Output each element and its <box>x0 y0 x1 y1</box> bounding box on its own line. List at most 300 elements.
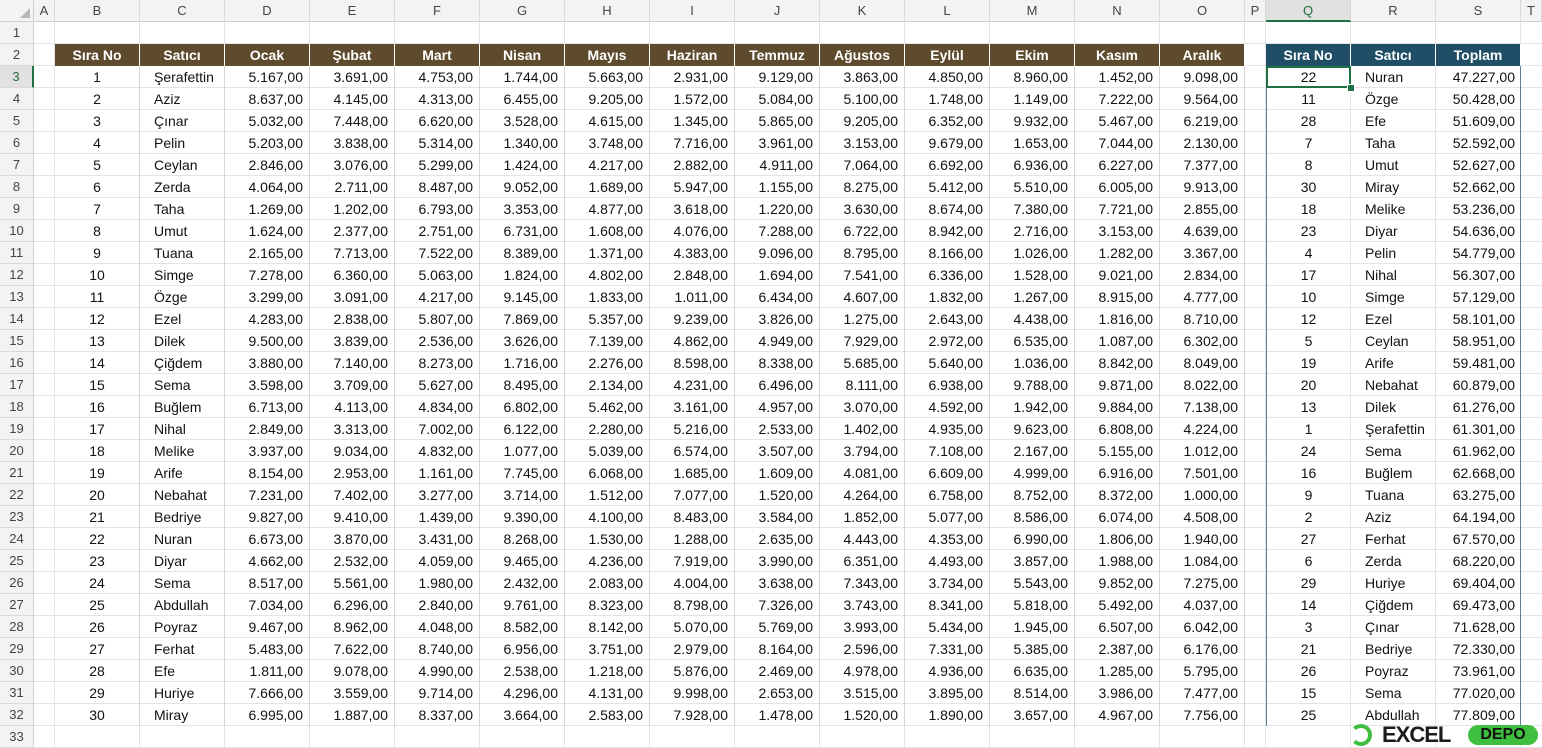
cell-amount[interactable]: 9.205,00 <box>820 110 905 132</box>
cell-amount[interactable]: 1.288,00 <box>650 528 735 550</box>
cell-amount[interactable]: 5.807,00 <box>395 308 480 330</box>
cell-amount[interactable]: 1.887,00 <box>310 704 395 726</box>
cell-amount[interactable]: 6.302,00 <box>1160 330 1245 352</box>
cell-amount[interactable]: 1.832,00 <box>905 286 990 308</box>
cell-amount[interactable]: 1.824,00 <box>480 264 565 286</box>
cell-satici[interactable]: Buğlem <box>140 396 225 418</box>
row-header-27[interactable]: 27 <box>0 594 34 616</box>
cell-amount[interactable]: 7.139,00 <box>565 330 650 352</box>
cell-amount[interactable]: 9.021,00 <box>1075 264 1160 286</box>
cell-amount[interactable]: 1.424,00 <box>480 154 565 176</box>
cell-amount[interactable]: 3.559,00 <box>310 682 395 704</box>
cell-amount[interactable]: 7.288,00 <box>735 220 820 242</box>
result-cell-toplam[interactable]: 61.301,00 <box>1452 421 1515 437</box>
cell-amount[interactable]: 3.993,00 <box>820 616 905 638</box>
cell-amount[interactable]: 8.582,00 <box>480 616 565 638</box>
cell-amount[interactable]: 3.277,00 <box>395 484 480 506</box>
cell-amount[interactable]: 1.269,00 <box>225 198 310 220</box>
cell-amount[interactable]: 8.915,00 <box>1075 286 1160 308</box>
cell-amount[interactable]: 6.455,00 <box>480 88 565 110</box>
cell-amount[interactable]: 7.331,00 <box>905 638 990 660</box>
row-header-9[interactable]: 9 <box>0 198 34 220</box>
cell-amount[interactable]: 6.722,00 <box>820 220 905 242</box>
result-cell-satici[interactable]: Umut <box>1365 157 1399 173</box>
row-header-26[interactable]: 26 <box>0 572 34 594</box>
cell-amount[interactable]: 5.434,00 <box>905 616 990 638</box>
result-cell-satici[interactable]: Taha <box>1365 135 1396 151</box>
cell-amount[interactable]: 1.218,00 <box>565 660 650 682</box>
cell-amount[interactable]: 2.953,00 <box>310 462 395 484</box>
cell-amount[interactable]: 3.528,00 <box>480 110 565 132</box>
cell-satici[interactable]: Zerda <box>140 176 225 198</box>
result-cell-sira-no[interactable]: 8 <box>1304 157 1313 173</box>
cell-satici[interactable]: Diyar <box>140 550 225 572</box>
cell-amount[interactable]: 9.205,00 <box>565 88 650 110</box>
cell-satici[interactable]: Ferhat <box>140 638 225 660</box>
column-header-g[interactable]: G <box>480 0 565 22</box>
cell-amount[interactable]: 9.788,00 <box>990 374 1075 396</box>
cell-amount[interactable]: 3.734,00 <box>905 572 990 594</box>
cell-amount[interactable]: 2.751,00 <box>395 220 480 242</box>
column-header-f[interactable]: F <box>395 0 480 22</box>
cell-amount[interactable]: 3.626,00 <box>480 330 565 352</box>
cell-amount[interactable]: 6.574,00 <box>650 440 735 462</box>
cell-amount[interactable]: 3.515,00 <box>820 682 905 704</box>
cell-amount[interactable]: 4.383,00 <box>650 242 735 264</box>
cell-amount[interactable]: 1.530,00 <box>565 528 650 550</box>
result-cell-toplam[interactable]: 71.628,00 <box>1452 619 1515 635</box>
result-cell-toplam[interactable]: 67.570,00 <box>1452 531 1515 547</box>
cell-amount[interactable]: 6.802,00 <box>480 396 565 418</box>
cell-amount[interactable]: 9.390,00 <box>480 506 565 528</box>
header-mart[interactable]: Mart <box>395 44 480 66</box>
result-cell-satici[interactable]: Özge <box>1365 91 1399 107</box>
cell-amount[interactable]: 3.838,00 <box>310 132 395 154</box>
cell-satici[interactable]: Nuran <box>140 528 225 550</box>
cell-amount[interactable]: 6.351,00 <box>820 550 905 572</box>
header-temmuz[interactable]: Temmuz <box>735 44 820 66</box>
cell-amount[interactable]: 7.716,00 <box>650 132 735 154</box>
row-header-2[interactable]: 2 <box>0 44 34 66</box>
cell-sira-no[interactable]: 19 <box>55 462 140 484</box>
cell-amount[interactable]: 8.268,00 <box>480 528 565 550</box>
cell-amount[interactable]: 1.267,00 <box>990 286 1075 308</box>
cell-satici[interactable]: Simge <box>140 264 225 286</box>
cell-amount[interactable]: 9.913,00 <box>1160 176 1245 198</box>
result-cell-satici[interactable]: Arife <box>1365 355 1394 371</box>
cell-amount[interactable]: 1.689,00 <box>565 176 650 198</box>
result-cell-toplam[interactable]: 77.020,00 <box>1452 685 1515 701</box>
row-header-23[interactable]: 23 <box>0 506 34 528</box>
cell-satici[interactable]: Melike <box>140 440 225 462</box>
cell-amount[interactable]: 6.535,00 <box>990 330 1075 352</box>
cell-amount[interactable]: 7.034,00 <box>225 594 310 616</box>
result-cell-sira-no[interactable]: 23 <box>1300 223 1317 239</box>
result-cell-toplam[interactable]: 52.592,00 <box>1452 135 1515 151</box>
cell-amount[interactable]: 2.716,00 <box>990 220 1075 242</box>
cell-amount[interactable]: 1.685,00 <box>650 462 735 484</box>
cell-amount[interactable]: 8.337,00 <box>395 704 480 726</box>
cell-amount[interactable]: 8.942,00 <box>905 220 990 242</box>
row-header-20[interactable]: 20 <box>0 440 34 462</box>
result-cell-satici[interactable]: Ezel <box>1365 311 1393 327</box>
result-cell-sira-no[interactable]: 5 <box>1304 333 1313 349</box>
cell-amount[interactable]: 3.937,00 <box>225 440 310 462</box>
cell-amount[interactable]: 6.434,00 <box>735 286 820 308</box>
cell-amount[interactable]: 3.657,00 <box>990 704 1075 726</box>
cell-amount[interactable]: 9.884,00 <box>1075 396 1160 418</box>
cell-amount[interactable]: 3.299,00 <box>225 286 310 308</box>
cell-satici[interactable]: Umut <box>140 220 225 242</box>
cell-amount[interactable]: 7.721,00 <box>1075 198 1160 220</box>
cell-amount[interactable]: 1.608,00 <box>565 220 650 242</box>
cell-amount[interactable]: 1.528,00 <box>990 264 1075 286</box>
result-cell-toplam[interactable]: 54.779,00 <box>1452 245 1515 261</box>
cell-amount[interactable]: 4.607,00 <box>820 286 905 308</box>
cell-amount[interactable]: 6.005,00 <box>1075 176 1160 198</box>
cell-amount[interactable]: 5.640,00 <box>905 352 990 374</box>
result-cell-toplam[interactable]: 61.276,00 <box>1452 399 1515 415</box>
cell-amount[interactable]: 4.224,00 <box>1160 418 1245 440</box>
result-cell-satici[interactable]: Ferhat <box>1365 531 1406 547</box>
cell-amount[interactable]: 7.919,00 <box>650 550 735 572</box>
cell-amount[interactable]: 5.357,00 <box>565 308 650 330</box>
cell-amount[interactable]: 7.275,00 <box>1160 572 1245 594</box>
cell-amount[interactable]: 6.995,00 <box>225 704 310 726</box>
result-cell-toplam[interactable]: 69.404,00 <box>1452 575 1515 591</box>
result-cell-toplam[interactable]: 69.473,00 <box>1452 597 1515 613</box>
cell-amount[interactable]: 3.638,00 <box>735 572 820 594</box>
cell-amount[interactable]: 1.220,00 <box>735 198 820 220</box>
result-cell-satici[interactable]: Simge <box>1365 289 1405 305</box>
cell-amount[interactable]: 4.296,00 <box>480 682 565 704</box>
row-header-12[interactable]: 12 <box>0 264 34 286</box>
cell-amount[interactable]: 3.161,00 <box>650 396 735 418</box>
result-cell-satici[interactable]: Miray <box>1365 179 1400 195</box>
result-cell-sira-no[interactable]: 25 <box>1300 707 1317 723</box>
cell-sira-no[interactable]: 7 <box>55 198 140 220</box>
cell-amount[interactable]: 1.026,00 <box>990 242 1075 264</box>
cell-amount[interactable]: 6.507,00 <box>1075 616 1160 638</box>
result-cell-satici[interactable]: Tuana <box>1365 487 1405 503</box>
cell-amount[interactable]: 6.808,00 <box>1075 418 1160 440</box>
cell-satici[interactable]: Sema <box>140 572 225 594</box>
cell-amount[interactable]: 9.052,00 <box>480 176 565 198</box>
result-cell-sira-no[interactable]: 22 <box>1266 66 1351 88</box>
cell-amount[interactable]: 7.077,00 <box>650 484 735 506</box>
cell-satici[interactable]: Nebahat <box>140 484 225 506</box>
cell-amount[interactable]: 2.276,00 <box>565 352 650 374</box>
result-cell-satici[interactable]: Şerafettin <box>1365 421 1425 437</box>
cell-amount[interactable]: 8.275,00 <box>820 176 905 198</box>
cell-amount[interactable]: 2.972,00 <box>905 330 990 352</box>
cell-amount[interactable]: 6.936,00 <box>990 154 1075 176</box>
cell-amount[interactable]: 1.811,00 <box>225 660 310 682</box>
cell-sira-no[interactable]: 21 <box>55 506 140 528</box>
cell-amount[interactable]: 8.962,00 <box>310 616 395 638</box>
row-header-30[interactable]: 30 <box>0 660 34 682</box>
cell-amount[interactable]: 3.070,00 <box>820 396 905 418</box>
cell-amount[interactable]: 7.402,00 <box>310 484 395 506</box>
cell-satici[interactable]: Çiğdem <box>140 352 225 374</box>
cell-amount[interactable]: 3.630,00 <box>820 198 905 220</box>
cell-amount[interactable]: 4.217,00 <box>395 286 480 308</box>
cell-amount[interactable]: 4.217,00 <box>565 154 650 176</box>
cell-amount[interactable]: 1.520,00 <box>735 484 820 506</box>
cell-amount[interactable]: 5.865,00 <box>735 110 820 132</box>
result-cell-satici[interactable]: Nebahat <box>1365 377 1418 393</box>
cell-satici[interactable]: Ceylan <box>140 154 225 176</box>
cell-amount[interactable]: 1.345,00 <box>650 110 735 132</box>
result-cell-satici[interactable]: Aziz <box>1365 509 1392 525</box>
fill-handle[interactable] <box>1347 84 1355 92</box>
cell-amount[interactable]: 4.145,00 <box>310 88 395 110</box>
cell-amount[interactable]: 8.842,00 <box>1075 352 1160 374</box>
result-cell-sira-no[interactable]: 26 <box>1300 663 1317 679</box>
cell-amount[interactable]: 2.882,00 <box>650 154 735 176</box>
cell-amount[interactable]: 6.692,00 <box>905 154 990 176</box>
cell-amount[interactable]: 4.834,00 <box>395 396 480 418</box>
cell-sira-no[interactable]: 4 <box>55 132 140 154</box>
cell-amount[interactable]: 3.153,00 <box>820 132 905 154</box>
cell-amount[interactable]: 8.514,00 <box>990 682 1075 704</box>
row-header-6[interactable]: 6 <box>0 132 34 154</box>
header-result-toplam[interactable]: Toplam <box>1436 44 1521 66</box>
cell-amount[interactable]: 6.731,00 <box>480 220 565 242</box>
cell-amount[interactable]: 4.753,00 <box>395 66 480 88</box>
cell-amount[interactable]: 1.036,00 <box>990 352 1075 374</box>
cell-amount[interactable]: 1.161,00 <box>395 462 480 484</box>
row-header-4[interactable]: 4 <box>0 88 34 110</box>
cell-amount[interactable]: 3.870,00 <box>310 528 395 550</box>
cell-amount[interactable]: 3.743,00 <box>820 594 905 616</box>
header-eylul[interactable]: Eylül <box>905 44 990 66</box>
cell-amount[interactable]: 1.980,00 <box>395 572 480 594</box>
cell-amount[interactable]: 9.623,00 <box>990 418 1075 440</box>
cell-amount[interactable]: 3.863,00 <box>820 66 905 88</box>
cell-amount[interactable]: 1.275,00 <box>820 308 905 330</box>
result-cell-satici[interactable]: Zerda <box>1365 553 1402 569</box>
row-header-22[interactable]: 22 <box>0 484 34 506</box>
result-cell-toplam[interactable]: 62.668,00 <box>1452 465 1515 481</box>
cell-amount[interactable]: 2.583,00 <box>565 704 650 726</box>
column-header-d[interactable]: D <box>225 0 310 22</box>
cell-amount[interactable]: 2.635,00 <box>735 528 820 550</box>
row-header-14[interactable]: 14 <box>0 308 34 330</box>
result-cell-satici[interactable]: Melike <box>1365 201 1406 217</box>
cell-amount[interactable]: 5.412,00 <box>905 176 990 198</box>
row-header-29[interactable]: 29 <box>0 638 34 660</box>
cell-amount[interactable]: 4.064,00 <box>225 176 310 198</box>
cell-amount[interactable]: 5.070,00 <box>650 616 735 638</box>
cell-amount[interactable]: 9.145,00 <box>480 286 565 308</box>
cell-amount[interactable]: 4.059,00 <box>395 550 480 572</box>
result-cell-satici[interactable]: Poyraz <box>1365 663 1409 679</box>
result-cell-sira-no[interactable]: 15 <box>1300 685 1317 701</box>
cell-amount[interactable]: 4.978,00 <box>820 660 905 682</box>
cell-amount[interactable]: 4.990,00 <box>395 660 480 682</box>
cell-amount[interactable]: 4.949,00 <box>735 330 820 352</box>
cell-amount[interactable]: 5.039,00 <box>565 440 650 462</box>
cell-amount[interactable]: 1.890,00 <box>905 704 990 726</box>
cell-amount[interactable]: 8.598,00 <box>650 352 735 374</box>
cell-amount[interactable]: 6.336,00 <box>905 264 990 286</box>
cell-amount[interactable]: 7.064,00 <box>820 154 905 176</box>
header-kasim[interactable]: Kasım <box>1075 44 1160 66</box>
row-header-33[interactable]: 33 <box>0 726 34 748</box>
cell-amount[interactable]: 4.802,00 <box>565 264 650 286</box>
cell-amount[interactable]: 4.236,00 <box>565 550 650 572</box>
cell-amount[interactable]: 4.615,00 <box>565 110 650 132</box>
cell-amount[interactable]: 1.512,00 <box>565 484 650 506</box>
cell-amount[interactable]: 8.674,00 <box>905 198 990 220</box>
cell-amount[interactable]: 6.990,00 <box>990 528 1075 550</box>
row-header-17[interactable]: 17 <box>0 374 34 396</box>
cell-amount[interactable]: 1.694,00 <box>735 264 820 286</box>
cell-sira-no[interactable]: 17 <box>55 418 140 440</box>
result-cell-sira-no[interactable]: 4 <box>1304 245 1313 261</box>
cell-amount[interactable]: 1.087,00 <box>1075 330 1160 352</box>
row-header-25[interactable]: 25 <box>0 550 34 572</box>
cell-amount[interactable]: 9.078,00 <box>310 660 395 682</box>
cell-amount[interactable]: 5.314,00 <box>395 132 480 154</box>
cell-amount[interactable]: 4.264,00 <box>820 484 905 506</box>
cell-amount[interactable]: 2.536,00 <box>395 330 480 352</box>
result-cell-toplam[interactable]: 56.307,00 <box>1452 267 1515 283</box>
cell-amount[interactable]: 8.154,00 <box>225 462 310 484</box>
cell-amount[interactable]: 2.130,00 <box>1160 132 1245 154</box>
result-cell-satici[interactable]: Dilek <box>1365 399 1397 415</box>
cell-amount[interactable]: 7.713,00 <box>310 242 395 264</box>
cell-amount[interactable]: 2.532,00 <box>310 550 395 572</box>
cell-amount[interactable]: 5.876,00 <box>650 660 735 682</box>
row-header-7[interactable]: 7 <box>0 154 34 176</box>
cell-amount[interactable]: 1.806,00 <box>1075 528 1160 550</box>
cell-amount[interactable]: 8.960,00 <box>990 66 1075 88</box>
result-cell-sira-no[interactable]: 16 <box>1300 465 1317 481</box>
cell-amount[interactable]: 8.483,00 <box>650 506 735 528</box>
cell-amount[interactable]: 8.637,00 <box>225 88 310 110</box>
cell-sira-no[interactable]: 25 <box>55 594 140 616</box>
cell-amount[interactable]: 5.627,00 <box>395 374 480 396</box>
cell-amount[interactable]: 8.798,00 <box>650 594 735 616</box>
cell-amount[interactable]: 5.685,00 <box>820 352 905 374</box>
cell-amount[interactable]: 8.389,00 <box>480 242 565 264</box>
row-header-8[interactable]: 8 <box>0 176 34 198</box>
row-header-28[interactable]: 28 <box>0 616 34 638</box>
result-cell-satici[interactable]: Abdullah <box>1365 707 1420 723</box>
cell-amount[interactable]: 6.352,00 <box>905 110 990 132</box>
row-header-19[interactable]: 19 <box>0 418 34 440</box>
column-header-r[interactable]: R <box>1351 0 1436 22</box>
cell-amount[interactable]: 3.353,00 <box>480 198 565 220</box>
cell-amount[interactable]: 5.510,00 <box>990 176 1075 198</box>
cell-amount[interactable]: 4.076,00 <box>650 220 735 242</box>
cell-amount[interactable]: 7.477,00 <box>1160 682 1245 704</box>
cell-amount[interactable]: 1.942,00 <box>990 396 1075 418</box>
cell-amount[interactable]: 5.561,00 <box>310 572 395 594</box>
cell-amount[interactable]: 3.313,00 <box>310 418 395 440</box>
cell-amount[interactable]: 8.273,00 <box>395 352 480 374</box>
cell-amount[interactable]: 1.285,00 <box>1075 660 1160 682</box>
cell-amount[interactable]: 5.299,00 <box>395 154 480 176</box>
cell-satici[interactable]: Ezel <box>140 308 225 330</box>
cell-amount[interactable]: 1.572,00 <box>650 88 735 110</box>
cell-amount[interactable]: 1.748,00 <box>905 88 990 110</box>
cell-amount[interactable]: 5.467,00 <box>1075 110 1160 132</box>
cell-amount[interactable]: 8.487,00 <box>395 176 480 198</box>
cell-amount[interactable]: 7.002,00 <box>395 418 480 440</box>
cell-amount[interactable]: 9.500,00 <box>225 330 310 352</box>
cell-amount[interactable]: 3.794,00 <box>820 440 905 462</box>
cell-amount[interactable]: 2.134,00 <box>565 374 650 396</box>
cell-amount[interactable]: 2.840,00 <box>395 594 480 616</box>
column-header-k[interactable]: K <box>820 0 905 22</box>
cell-amount[interactable]: 1.988,00 <box>1075 550 1160 572</box>
result-cell-sira-no[interactable]: 11 <box>1301 91 1316 107</box>
cell-amount[interactable]: 3.664,00 <box>480 704 565 726</box>
cell-amount[interactable]: 9.410,00 <box>310 506 395 528</box>
row-header-13[interactable]: 13 <box>0 286 34 308</box>
header-mayis[interactable]: Mayıs <box>565 44 650 66</box>
cell-satici[interactable]: Nihal <box>140 418 225 440</box>
cell-amount[interactable]: 7.377,00 <box>1160 154 1245 176</box>
header-satici[interactable]: Satıcı <box>140 44 225 66</box>
cell-satici[interactable]: Bedriye <box>140 506 225 528</box>
cell-amount[interactable]: 8.111,00 <box>820 374 905 396</box>
cell-amount[interactable]: 1.452,00 <box>1075 66 1160 88</box>
cell-amount[interactable]: 1.624,00 <box>225 220 310 242</box>
cell-amount[interactable]: 6.758,00 <box>905 484 990 506</box>
cell-amount[interactable]: 6.068,00 <box>565 462 650 484</box>
cell-sira-no[interactable]: 1 <box>55 66 140 88</box>
cell-amount[interactable]: 2.931,00 <box>650 66 735 88</box>
cell-amount[interactable]: 4.957,00 <box>735 396 820 418</box>
cell-amount[interactable]: 6.296,00 <box>310 594 395 616</box>
cell-amount[interactable]: 4.592,00 <box>905 396 990 418</box>
cell-amount[interactable]: 2.848,00 <box>650 264 735 286</box>
cell-amount[interactable]: 4.911,00 <box>735 154 820 176</box>
cell-amount[interactable]: 9.467,00 <box>225 616 310 638</box>
cell-satici[interactable]: Miray <box>140 704 225 726</box>
cell-amount[interactable]: 2.849,00 <box>225 418 310 440</box>
cell-amount[interactable]: 8.517,00 <box>225 572 310 594</box>
cell-sira-no[interactable]: 26 <box>55 616 140 638</box>
cell-amount[interactable]: 1.077,00 <box>480 440 565 462</box>
cell-amount[interactable]: 3.986,00 <box>1075 682 1160 704</box>
result-cell-toplam[interactable]: 60.879,00 <box>1452 377 1515 393</box>
row-header-31[interactable]: 31 <box>0 682 34 704</box>
cell-amount[interactable]: 3.857,00 <box>990 550 1075 572</box>
cell-amount[interactable]: 1.609,00 <box>735 462 820 484</box>
row-header-21[interactable]: 21 <box>0 462 34 484</box>
column-header-t[interactable]: T <box>1521 0 1542 22</box>
result-cell-satici[interactable]: Pelin <box>1365 245 1397 261</box>
cell-amount[interactable]: 4.313,00 <box>395 88 480 110</box>
cell-amount[interactable]: 7.666,00 <box>225 682 310 704</box>
cell-amount[interactable]: 3.839,00 <box>310 330 395 352</box>
cell-amount[interactable]: 4.048,00 <box>395 616 480 638</box>
column-header-l[interactable]: L <box>905 0 990 22</box>
result-cell-sira-no[interactable]: 12 <box>1300 311 1317 327</box>
result-cell-sira-no[interactable]: 6 <box>1304 553 1313 569</box>
cell-amount[interactable]: 8.372,00 <box>1075 484 1160 506</box>
cell-amount[interactable]: 1.155,00 <box>735 176 820 198</box>
cell-amount[interactable]: 1.653,00 <box>990 132 1075 154</box>
cell-amount[interactable]: 9.679,00 <box>905 132 990 154</box>
cell-sira-no[interactable]: 11 <box>55 286 140 308</box>
cell-satici[interactable]: Tuana <box>140 242 225 264</box>
